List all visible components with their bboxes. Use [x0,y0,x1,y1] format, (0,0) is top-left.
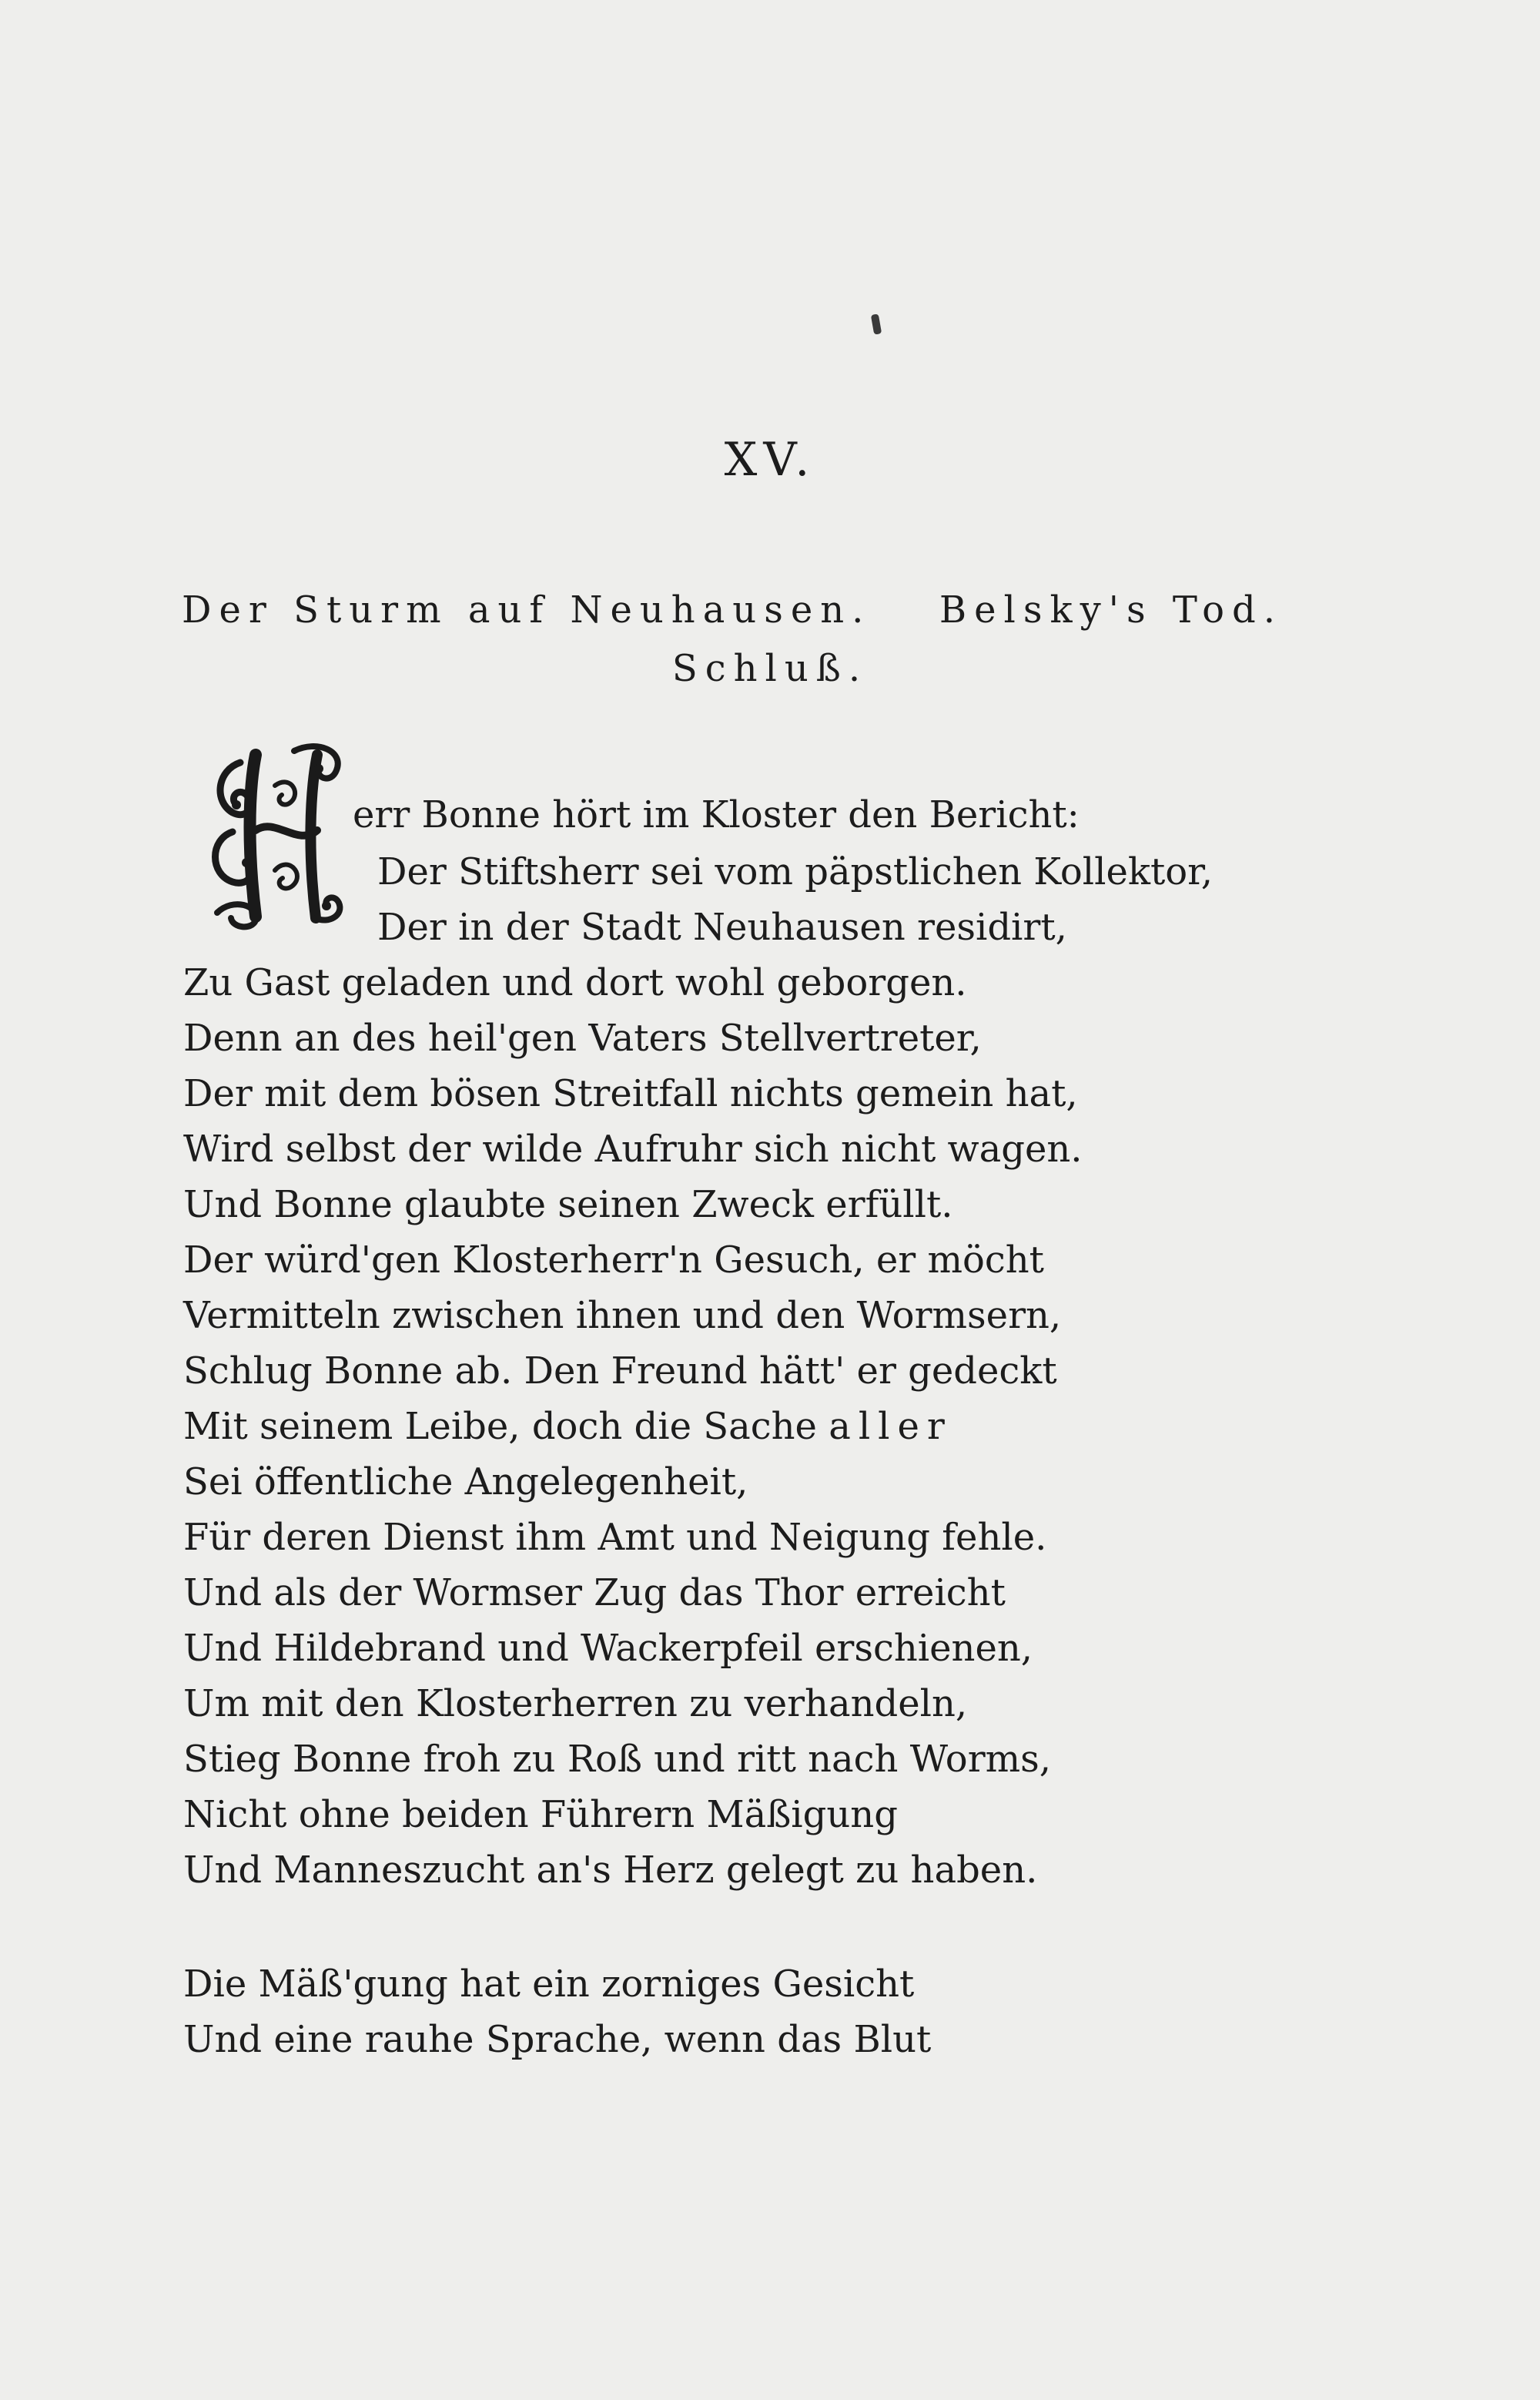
poem-line-17: Um mit den Klosterherren zu verhandeln, [183,1682,968,1725]
poem-line-1: err Bonne hört im Kloster den Bericht: [353,793,1080,836]
poem-line-21: Die Mäß'gung hat ein zorniges Gesicht [183,1963,915,2006]
poem-line-18: Stieg Bonne froh zu Roß und ritt nach Worms, [183,1738,1052,1781]
poem-line-13: Sei öffentliche Angelegenheit, [183,1460,748,1503]
poem-line-6: Der mit dem bösen Streitfall nichts gemein hat, [183,1072,1078,1115]
ornamental-initial [202,728,350,930]
chapter-heading-line-2: Schluß. [671,647,869,690]
poem-line-22: Und eine rauhe Sprache, wenn das Blut [183,2018,932,2061]
chapter-number: XV. [724,433,816,487]
poem-line-9: Der würd'gen Klosterherr'n Gesuch, er möcht [183,1239,1044,1282]
ornamental-initial-graphic [202,728,350,930]
heading-subtitle: Belsky's Tod. [939,588,1283,632]
poem-line-7: Wird selbst der wilde Aufruhr sich nicht wagen. [183,1128,1083,1171]
poem-line-5: Denn an des heil'gen Vaters Stellvertreter, [183,1017,982,1060]
emphasized-word: aller [829,1405,952,1448]
drop-cap-letter: H [202,728,213,742]
poem-line-8: Und Bonne glaubte seinen Zweck erfüllt. [183,1183,953,1226]
poem-line-12 [183,1403,952,1450]
poem-line-10: Vermitteln zwischen ihnen und den Wormsern, [183,1294,1062,1337]
heading-title: Der Sturm auf Neuhausen. [182,588,872,632]
poem-line-19: Nicht ohne beiden Führern Mäßigung [183,1793,898,1836]
poem-line-12-text: Mit seinem Leibe, doch die Sache [183,1405,817,1448]
poem-line-15: Und als der Wormser Zug das Thor erreicht [183,1571,1006,1614]
poem-line-3: Der in der Stadt Neuhausen residirt, [377,906,1067,949]
poem-line-14: Für deren Dienst ihm Amt und Neigung fehle. [183,1516,1047,1559]
poem-line-2: Der Stiftsherr sei vom päpstlichen Kollektor, [377,850,1214,893]
poem-line-20: Und Manneszucht an's Herz gelegt zu haben. [183,1849,1038,1892]
poem-line-16: Und Hildebrand und Wackerpfeil erschienen, [183,1627,1033,1670]
ink-speck [871,313,882,334]
poem-line-4: Zu Gast geladen und dort wohl geborgen. [183,961,967,1004]
poem-line-11: Schlug Bonne ab. Den Freund hätt' er gedeckt [183,1349,1057,1393]
